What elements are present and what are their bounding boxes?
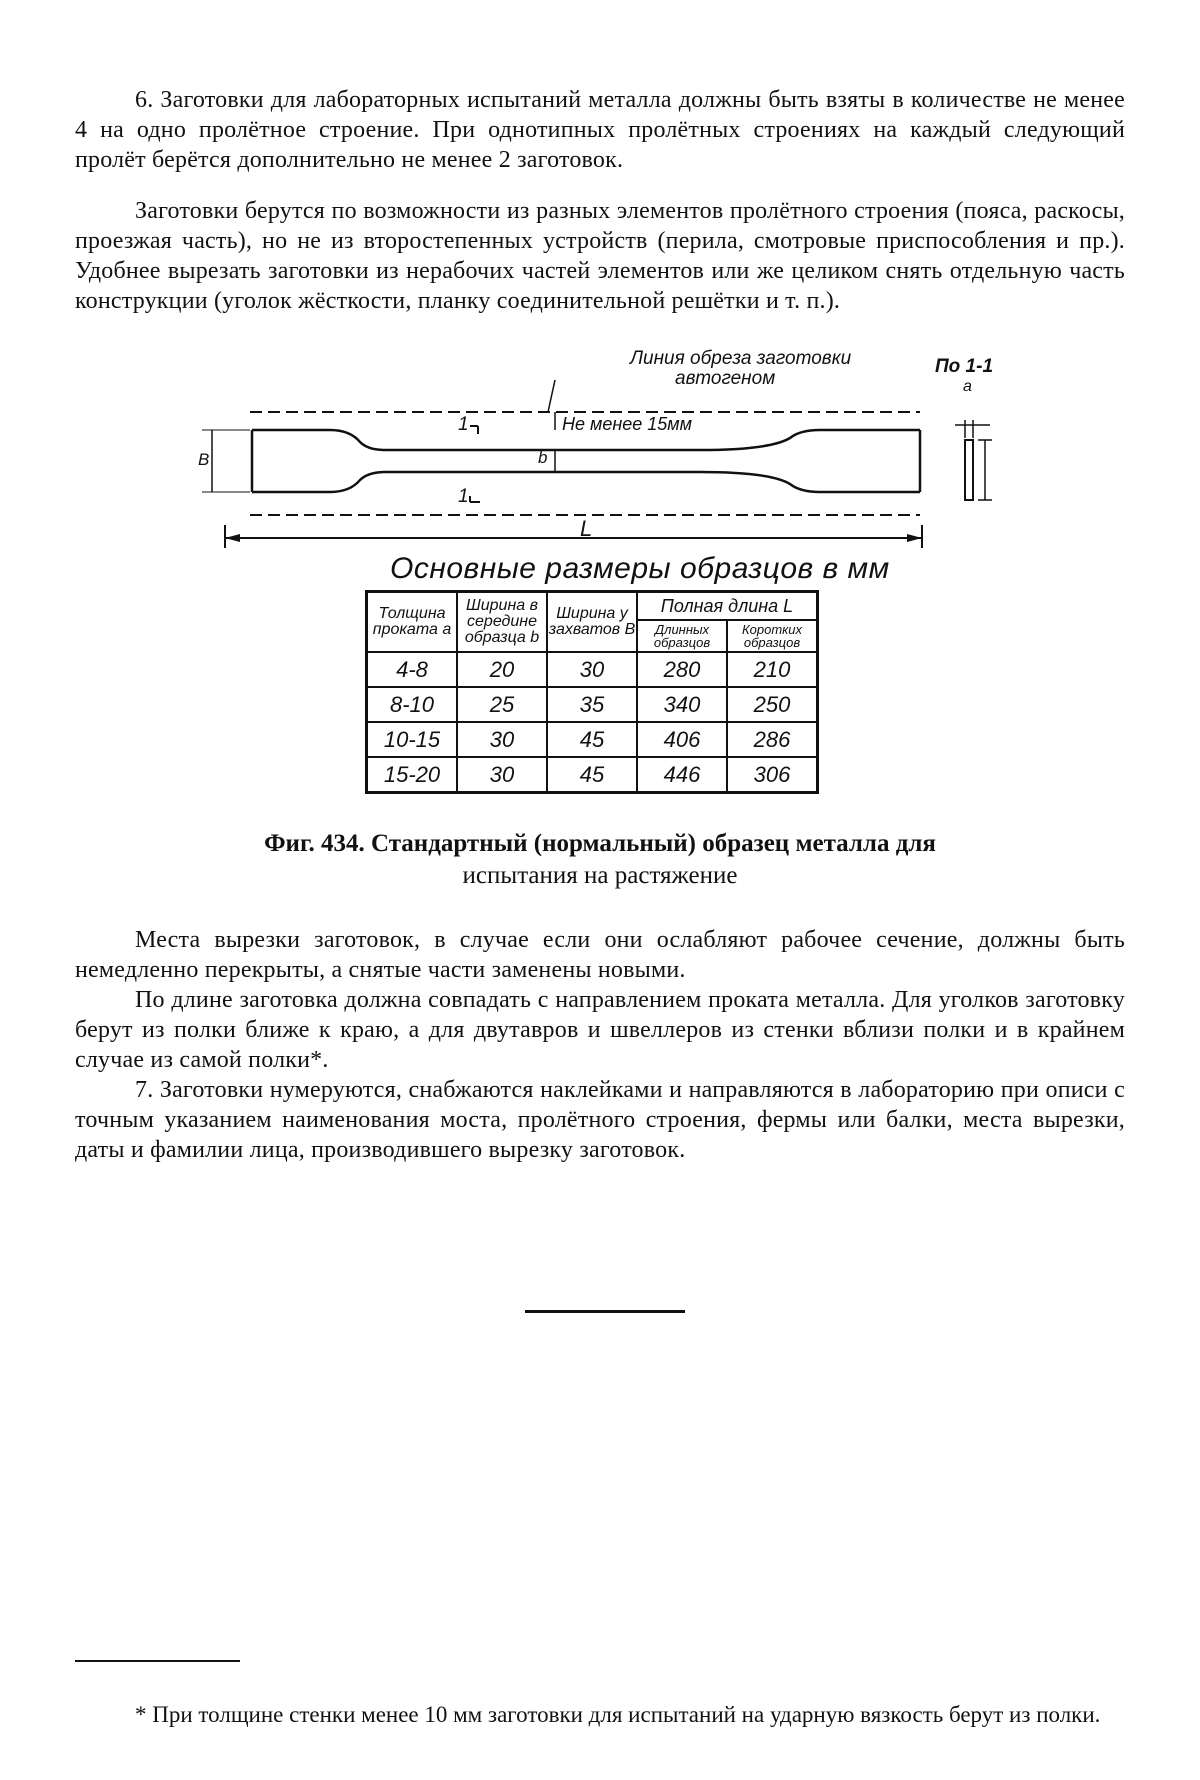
footnote: * При толщине стенки менее 10 мм заготовки для испытаний на ударную вязкость берут из полки. — [135, 1702, 1101, 1727]
cell: 340 — [637, 687, 727, 722]
L-label: L — [580, 516, 593, 541]
b-label: b — [538, 448, 548, 467]
section-divider — [525, 1310, 685, 1313]
section-label: По 1-1 — [935, 356, 994, 377]
paragraph-7: 7. Заготовки нумеруются, снабжаются наклейками и направляются в лабораторию при описи с точным указанием наименования моста, пролётного строения, фермы или балки, места вырезки, даты и фамилии лица, производившего вырезку заготовок. — [75, 1077, 1125, 1163]
caption-line-1: Фиг. 434. Стандартный (нормальный) образец металла для — [264, 830, 936, 857]
cell: 406 — [637, 722, 727, 757]
cell: 30 — [457, 757, 547, 793]
paragraph-cutouts: Места вырезки заготовок, в случае если они ослабляют рабочее сечение, должны быть немедленно перекрыты, а снятые части заменены новыми. — [75, 927, 1125, 983]
dimensions-table — [365, 590, 819, 794]
section-a-label: a — [963, 378, 972, 395]
paragraph-sampling: Заготовки берутся по возможности из разных элементов пролётного строения (пояса, раскосы, проезжая часть), но не из второстепенных устройств (перила, смотровые приспособления и пр.). Удобнее вырезать заготовки из нерабочих частей элементов или же целиком снять отдельную часть конструкции (уголок жёсткости, планку соединительной решётки и т. п.). — [75, 198, 1125, 314]
cell: 45 — [547, 757, 637, 793]
cell: 35 — [547, 687, 637, 722]
B-label: B — [198, 450, 210, 469]
section-mark-bottom: 1 — [458, 486, 469, 507]
cut-line-label: Линия обреза заготовки — [630, 348, 852, 369]
paragraph-direction: По длине заготовка должна совпадать с направлением проката металла. Для уголков заготовку берут из полки ближе к краю, а для двутавров и швеллеров из стенки вблизи полки и в крайнем случае из самой полки*. — [75, 987, 1125, 1073]
cell: 30 — [457, 722, 547, 757]
header-short: Коротких образцов — [727, 620, 818, 652]
figure-434 — [200, 350, 1020, 810]
cell: 286 — [727, 722, 818, 757]
specimen-bottom-edge — [252, 472, 920, 492]
specimen-drawing — [200, 350, 1020, 550]
table-row — [367, 722, 818, 757]
table-row — [367, 687, 818, 722]
cell: 306 — [727, 757, 818, 793]
cell: 20 — [457, 652, 547, 687]
paragraph-6: 6. Заготовки для лабораторных испытаний металла должны быть взяты в количестве не менее 4 на одно пролётное строение. При однотипных пролётных строениях на каждый следующий пролёт берётся дополнительно не менее 2 заготовок. — [75, 87, 1125, 173]
caption-line-2: испытания на растяжение — [462, 862, 738, 889]
figure-caption — [200, 828, 1000, 892]
cell: 25 — [457, 687, 547, 722]
cell: 280 — [637, 652, 727, 687]
cell: 4-8 — [367, 652, 458, 687]
table-row — [367, 652, 818, 687]
cut-line-label-2: автогеном — [675, 368, 776, 389]
header-grip-width: Ширина у захватов B — [547, 592, 637, 653]
header-mid-width: Ширина в середине образца b — [457, 592, 547, 653]
cell: 8-10 — [367, 687, 458, 722]
cell: 30 — [547, 652, 637, 687]
min-length-label: Не менее 15мм — [562, 414, 692, 434]
cell: 45 — [547, 722, 637, 757]
section-mark-top: 1 — [458, 414, 469, 435]
cell: 10-15 — [367, 722, 458, 757]
cell: 210 — [727, 652, 818, 687]
figure-table-title: Основные размеры образцов в мм — [390, 552, 890, 585]
header-full-length: Полная длина L — [637, 592, 818, 621]
cell: 15-20 — [367, 757, 458, 793]
header-long: Длинных образцов — [637, 620, 727, 652]
cell: 446 — [637, 757, 727, 793]
cell: 250 — [727, 687, 818, 722]
footnote-rule — [75, 1660, 240, 1662]
header-thickness: Толщина проката a — [367, 592, 458, 653]
table-row — [367, 757, 818, 793]
